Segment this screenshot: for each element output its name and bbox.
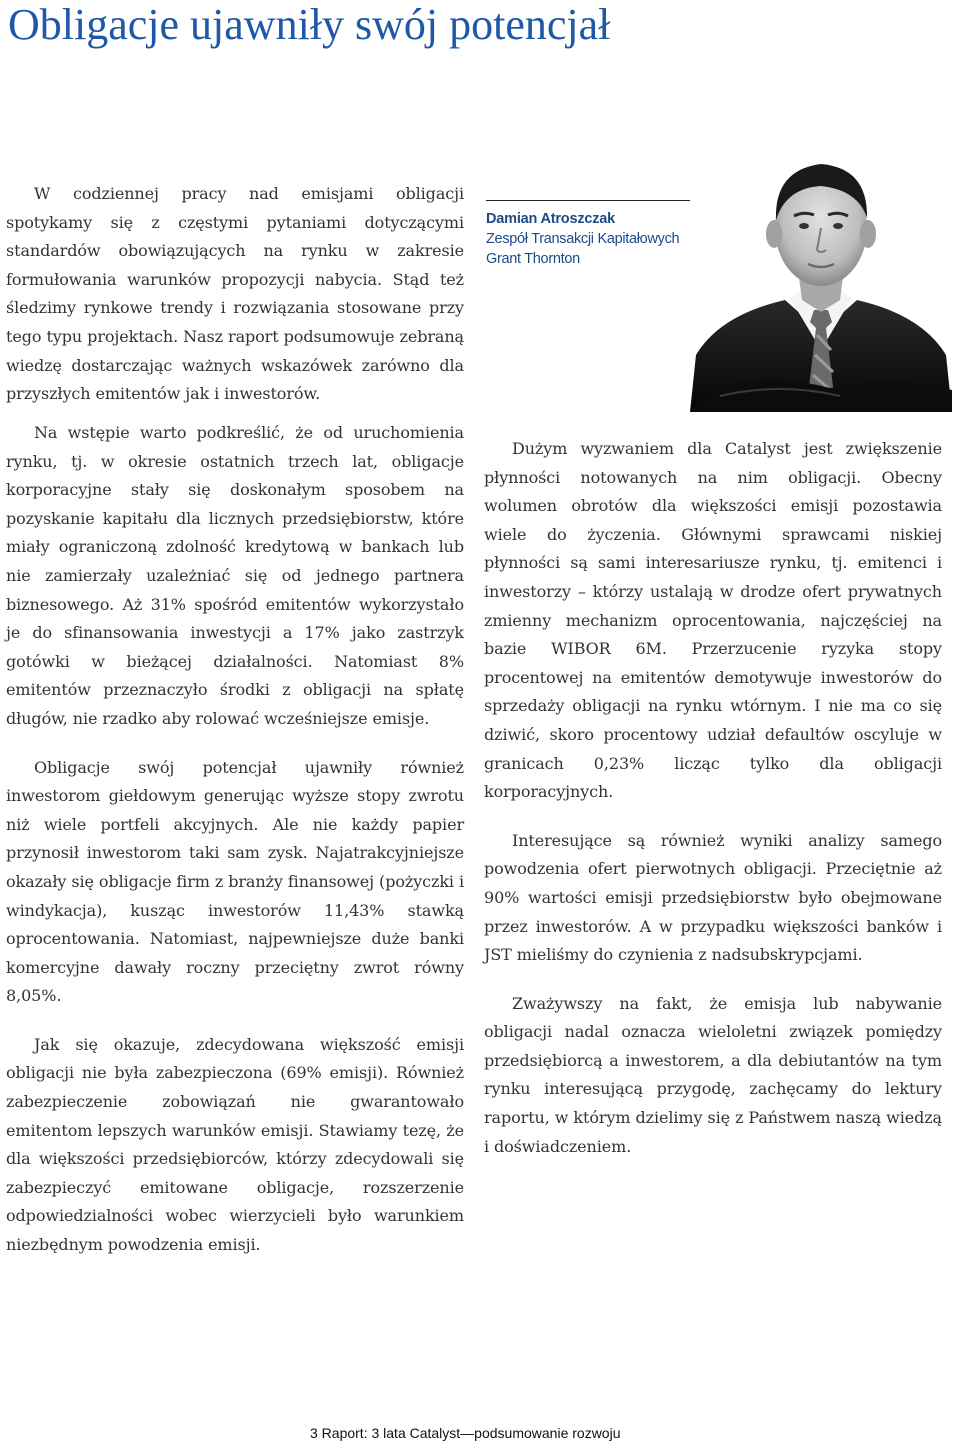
author-portrait-icon (690, 150, 952, 412)
intro-paragraph: W codziennej pracy nad emisjami obligacji spotykamy się z częstymi pytaniami dotyczącymi standardów obowiązujących na rynku w zakresie formułowania warunków propozycji nabycia. Stąd też śledzimy rynkowe trendy i rozwiązania stosowane przy tego typu projektach. Nasz raport podsumowuje zebraną wiedzę dostarczając ważnych wskazówek zarówno dla przyszłych emitentów jak i inwestorów. (6, 184, 464, 404)
left-paragraph-2: Obligacje swój potencjał ujawniły również inwestorom giełdowym generując wyższe stopy zwrotu niż wiele portfeli akcyjnych. Ale nie każdy papier przynosił inwestorom taki sam zysk. Najatrakcyjniejsze okazały się obligacje firm z branży finansowej (pożyczki i windykacja), kusząc inwestorów 11,43% stawką oprocentowania. Natomiast, najpewniejsze duże banki komercyjne dawały roczny przeciętny zwrot równy 8,05%. (6, 757, 464, 1006)
right-paragraph-1: Dużym wyzwaniem dla Catalyst jest zwiększenie płynności notowanych na nim obligacji. Obecny wolumen obrotów dla większości emisji pozostawia wiele do życzenia. Głównymi sprawcami niskiej płynności są sami interesariusze rynku, tj. emitenci i inwestorzy – którzy ustalają w drodze ofert prywatnych zmienny mechanizm oprocentowania, najczęściej na bazie WIBOR 6M. Przerzucenie ryzyka stopy procentowej na emitentów demotywuje inwestorów do sprzedaży obligacji na rynku wtórnym. I nie ma co się dziwić, skoro procentowy udział defaultów oscyluje w granicach 0,23% licząc tylko dla obligacji korporacyjnych. (484, 439, 942, 802)
left-column (6, 419, 464, 1280)
author-team: Zespół Transakcji Kapitałowych (486, 231, 680, 247)
author-name: Damian Atroszczak (486, 211, 616, 227)
right-paragraph-3: Zważywszy na fakt, że emisja lub nabywanie obligacji nadal oznacza wieloletni związek pomiędzy przedsiębiorcą a inwestorem, a dla debiutantów na tym rynku interesującą przygodę, zachęcamy do lektury raportu, w którym dzielimy się z Państwem naszą wiedzą i doświadczeniem. (484, 993, 942, 1156)
right-paragraph-2: Interesujące są również wyniki analizy samego powodzenia ofert pierwotnych obligacji. Przeciętnie aż 90% wartości emisji przedsiębiorstw było obejmowane przez inwestorów. A w przypadku większości banków i JST mieliśmy do czynienia z nadsubskrypcjami. (484, 830, 942, 965)
author-company: Grant Thornton (486, 251, 580, 267)
page-footer: 3 Raport: 3 lata Catalyst—podsumowanie rozwoju (310, 1425, 621, 1441)
author-box (486, 200, 696, 269)
author-divider (486, 200, 690, 201)
left-paragraph-3: Jak się okazuje, zdecydowana większość emisji obligacji nie była zabezpieczona (69% emisji). Również zabezpieczenie zobowiązań nie gwarantowało emitentom lepszych warunków emisji. Stawiamy tezę, że dla większości przedsiębiorców, którzy zdecydowali się zabezpieczyć emitowane obligacje, rozszerzenie odpowiedzialności wobec wierzycieli było warunkiem niezbędnym powodzenia emisji. (6, 1034, 464, 1255)
right-column (484, 435, 942, 1181)
left-paragraph-1: Na wstępie warto podkreślić, że od uruchomienia rynku, tj. w okresie ostatnich trzech lat, obligacje korporacyjne stały się doskonałym sposobem na pozyskanie kapitału dla licznych przedsiębiorstw, które miały ograniczoną zdolność kredytową w bankach lub nie zamierzały uzależniać się od jednego partnera biznesowego. Aż 31% spośród emitentów wykorzystało je do sfinansowania inwestycji a 17% jako zastrzyk gotówki w bieżącej działalności. Natomiast 8% emitentów przeznaczyło środki z obligacji na spłatę długów, nie rzadko aby rolować wcześniejsze emisje. (6, 423, 464, 728)
intro-column (6, 180, 464, 409)
page-title: Obligacje ujawniły swój potencjał (8, 0, 611, 49)
